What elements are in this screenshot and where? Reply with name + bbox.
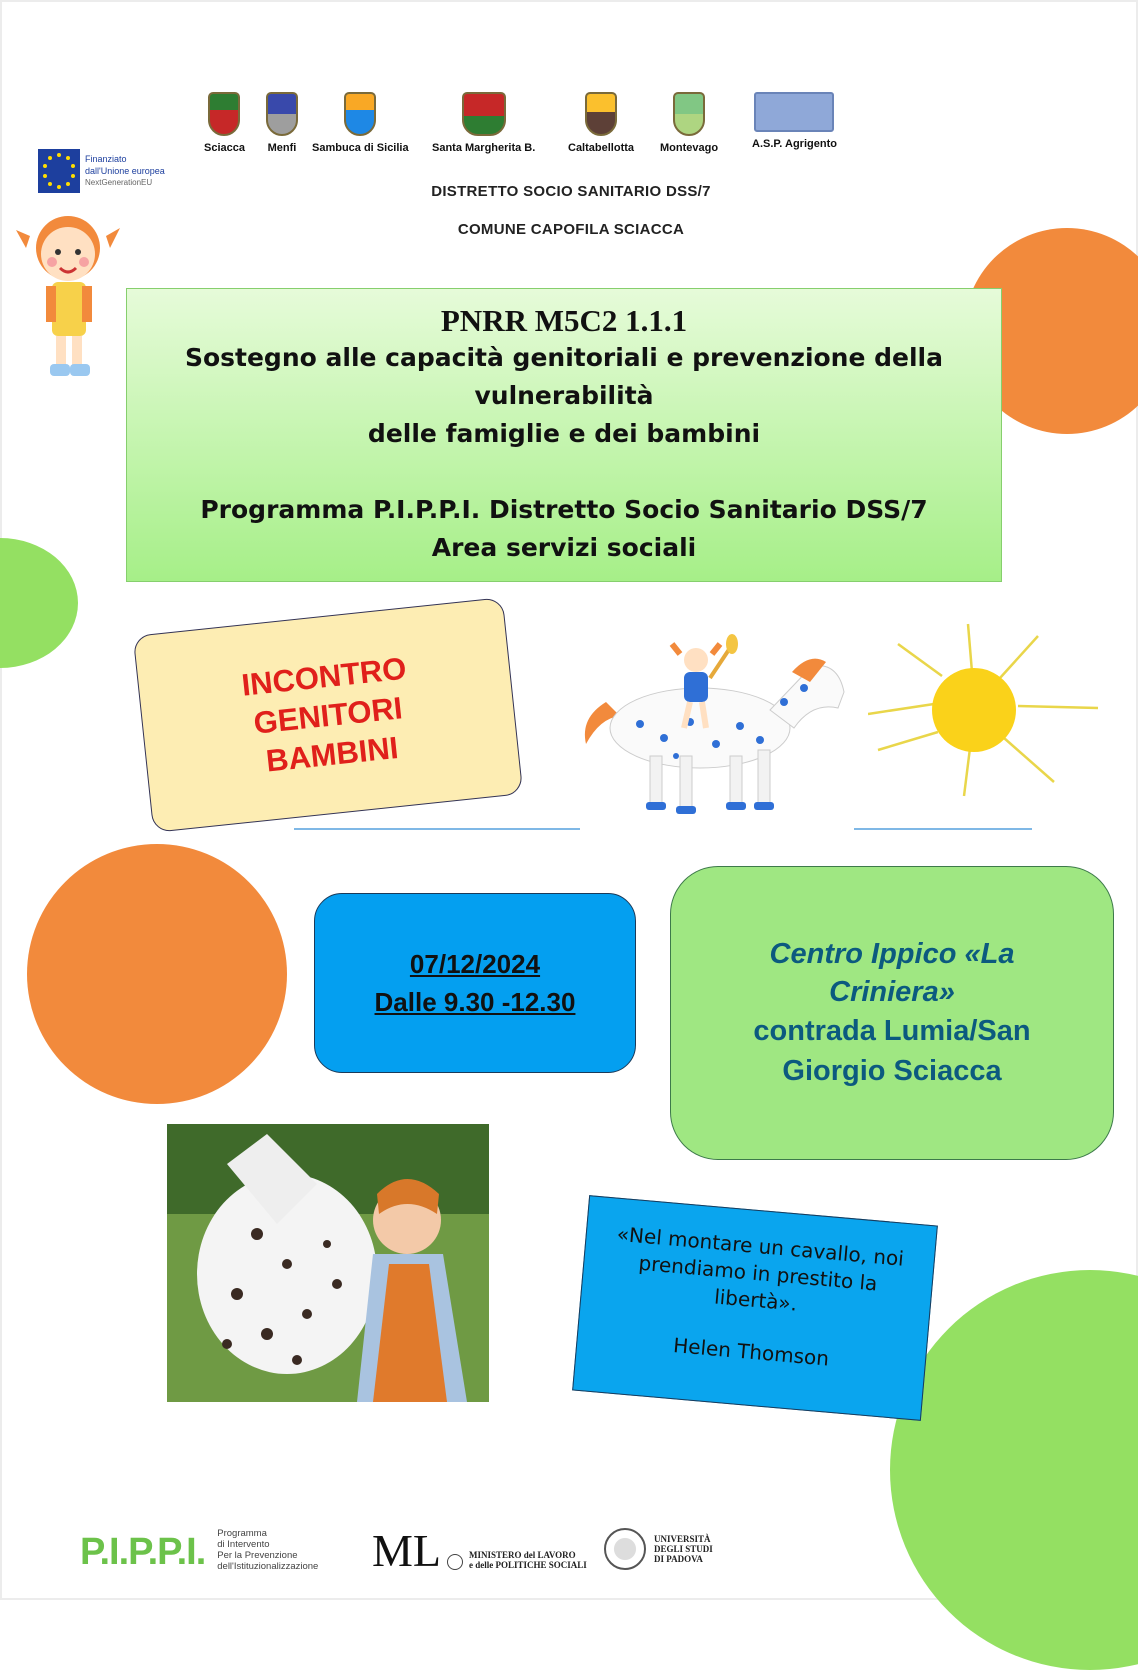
event-title-card [133, 597, 524, 833]
university-seal-icon [604, 1528, 646, 1570]
quote-card [572, 1195, 938, 1421]
crest-sambuca [312, 92, 409, 154]
divider-line [294, 828, 580, 830]
crest-sciacca [204, 92, 245, 154]
pippi-logo [80, 1528, 318, 1572]
program-subtitle-1: Sostegno alle capacità genitoriali e prevenzione della vulnerabilità [184, 343, 944, 410]
program-name: Programma P.I.P.P.I. Distretto Socio Sanitario DSS/7 [200, 495, 928, 524]
ministry-logo [372, 1525, 587, 1576]
emblem-icon [447, 1554, 463, 1570]
crest-label: Sciacca [204, 142, 245, 154]
crest-icon [462, 92, 506, 136]
asp-map-icon [754, 92, 834, 132]
location-address-2: Giorgio Sciacca [782, 1055, 1002, 1087]
cartoon-girl-illustration [16, 208, 120, 384]
crest-asp-agrigento [752, 92, 837, 150]
crest-label: Santa Margherita B. [432, 142, 536, 154]
sun-drawing [868, 620, 1104, 800]
event-date-box [314, 893, 636, 1073]
pippi-text-4: dell'Istituzionalizzazione [217, 1561, 319, 1572]
crest-label: A.S.P. Agrigento [752, 138, 837, 150]
eu-text-line1: Finanziato [85, 154, 127, 164]
pippi-horse-illustration [580, 632, 860, 824]
location-address-1: contrada Lumia/San [753, 1015, 1031, 1047]
crest-icon [585, 92, 617, 136]
divider-line [854, 828, 1032, 830]
university-text-2: DEGLI STUDI [654, 1544, 713, 1554]
program-code: PNRR M5C2 1.1.1 [440, 303, 688, 338]
crest-label: Menfi [267, 142, 297, 154]
quote-author: Helen Thomson [672, 1333, 831, 1371]
crest-label: Montevago [660, 142, 719, 154]
crest-label: Sambuca di Sicilia [312, 142, 409, 154]
eu-text-line3: NextGenerationEU [85, 178, 153, 187]
capofila-title: COMUNE CAPOFILA SCIACCA [457, 221, 685, 238]
ministry-logo-mark: ML [372, 1525, 441, 1576]
program-subtitle-2: delle famiglie e dei bambini [367, 419, 761, 448]
event-line-3: BAMBINI [264, 729, 400, 779]
pippi-text-3: Per la Prevenzione [217, 1550, 298, 1561]
green-circle-left [0, 538, 78, 668]
program-title-box [126, 288, 1002, 582]
event-line-2: GENITORI [251, 689, 405, 741]
crest-icon [208, 92, 240, 136]
location-name-2: Criniera» [829, 976, 955, 1008]
university-text-1: UNIVERSITÀ [654, 1534, 711, 1544]
district-title: DISTRETTO SOCIO SANITARIO DSS/7 [431, 183, 711, 200]
program-area: Area servizi sociali [431, 533, 697, 562]
quote-text: «Nel montare un cavallo, noi prendiamo in prestito la libertà». [615, 1221, 905, 1316]
crest-caltabellotta [568, 92, 634, 154]
event-line-1: INCONTRO [239, 650, 408, 703]
crest-menfi [266, 92, 298, 154]
eu-text-line2: dall'Unione europea [85, 166, 165, 176]
pippi-text-2: di Intervento [217, 1539, 270, 1550]
university-text-3: DI PADOVA [654, 1554, 703, 1564]
crest-label: Caltabellotta [568, 142, 635, 154]
girl-with-horse-photo [167, 1124, 489, 1402]
crest-santa-margherita [432, 92, 535, 154]
crest-icon [344, 92, 376, 136]
ministry-text-2: e delle POLITICHE SOCIALI [469, 1560, 587, 1570]
university-logo [604, 1528, 713, 1570]
crest-icon [266, 92, 298, 136]
pippi-logo-text: P.I.P.P.I. [80, 1531, 206, 1573]
crest-montevago [660, 92, 718, 154]
event-date: 07/12/2024 [409, 949, 541, 979]
ministry-text-1: MINISTERO del LAVORO [469, 1550, 576, 1560]
event-time: Dalle 9.30 -12.30 [374, 987, 576, 1017]
municipality-crests [202, 92, 882, 162]
orange-circle-left [27, 844, 287, 1104]
location-name-1: Centro Ippico «La [769, 938, 1015, 970]
crest-icon [673, 92, 705, 136]
pippi-text-1: Programma [217, 1528, 267, 1539]
event-location-box [670, 866, 1114, 1160]
